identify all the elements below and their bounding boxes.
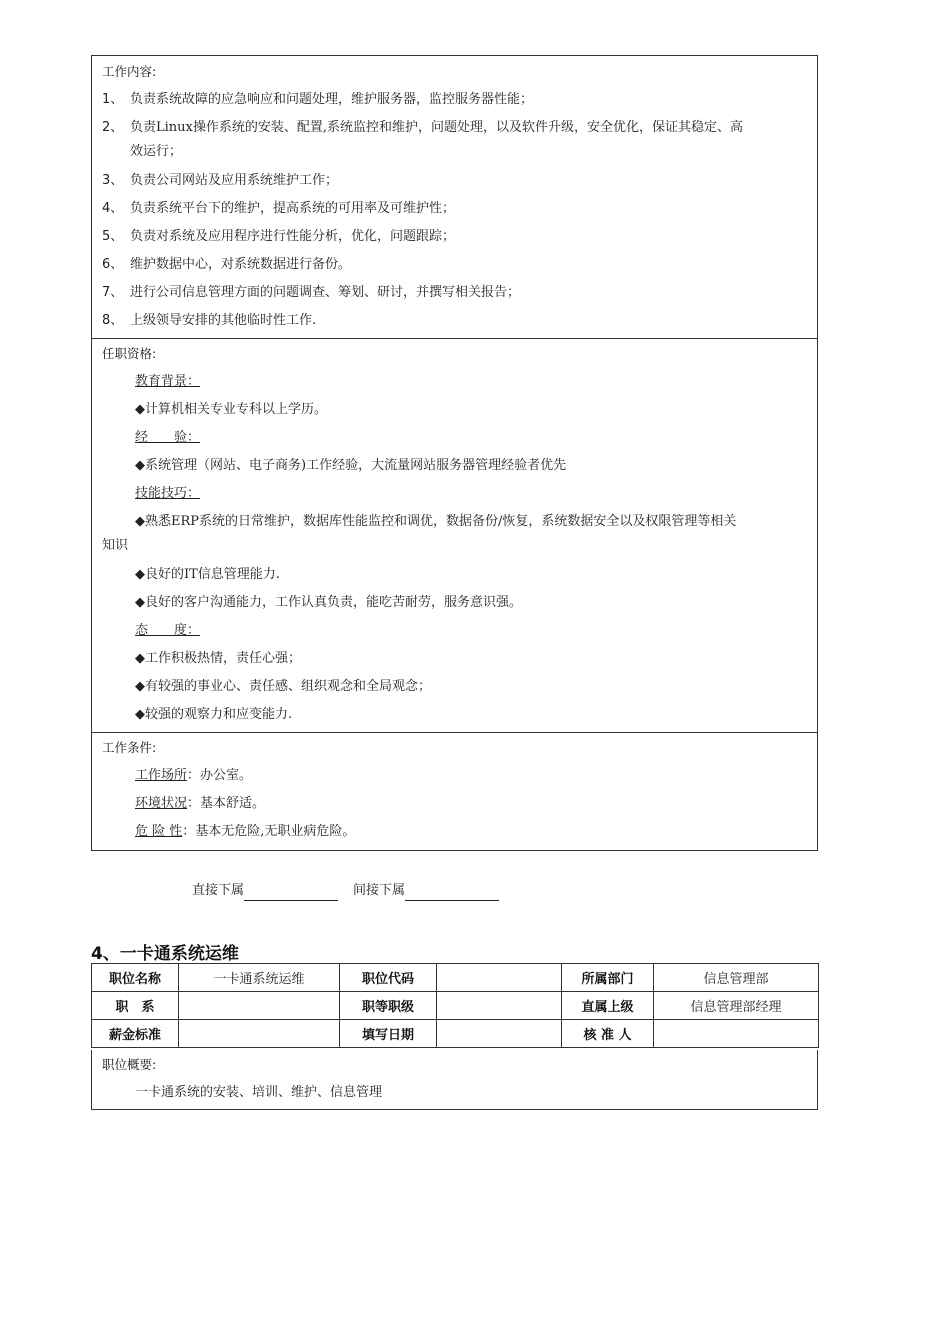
list-item-continuation: 效运行；: [130, 144, 183, 159]
section-heading: 4、一卡通系统运维: [91, 944, 239, 964]
position-info-table: [91, 963, 819, 1048]
attitude-item-row: [92, 649, 817, 669]
direct-subordinate-field[interactable]: [244, 886, 338, 901]
list-item: 4、 负责系统平台下的维护，提高系统的可用率及可维护性；: [102, 201, 456, 216]
qualifications-title: 任职资格:: [102, 346, 157, 361]
direct-subordinate-label: 直接下属: [192, 883, 245, 898]
fill-date-value: [437, 1020, 562, 1048]
job-family-label: 职 系: [92, 992, 179, 1020]
supervisor-label: 直属上级: [562, 992, 654, 1020]
position-code-label: 职位代码: [340, 964, 437, 992]
list-item: 2、 负责Linux操作系统的安装、配置,系统监控和维护，问题处理，以及软件升级，安全优化，保证其稳定、高: [102, 120, 744, 135]
list-item: 3、 负责公司网站及应用系统维护工作；: [102, 173, 339, 188]
attitude-item: ◆较强的观察力和应变能力.: [135, 707, 293, 722]
skills-item-continuation: 知识: [102, 538, 129, 553]
salary-value: [179, 1020, 340, 1048]
fill-date-label: 填写日期: [340, 1020, 437, 1048]
position-name-value: 一卡通系统运维: [179, 964, 340, 992]
education-label-row: [92, 372, 817, 392]
skills-item-row: [92, 565, 817, 585]
conditions-title: 工作条件:: [102, 740, 157, 755]
supervisor-value: 信息管理部经理: [654, 992, 819, 1020]
duties-section: [92, 56, 817, 338]
skills-label-row: [92, 484, 817, 504]
attitude-label: 态 度：: [135, 623, 201, 638]
position-code-value: [437, 964, 562, 992]
skills-label: 技能技巧：: [135, 486, 201, 501]
experience-label: 经 验：: [135, 430, 201, 445]
approver-label: 核 准 人: [562, 1020, 654, 1048]
environment-row: [92, 794, 817, 814]
risk-row: [92, 822, 817, 842]
place-value: ：办公室。: [187, 768, 253, 783]
skills-item: ◆良好的IT信息管理能力.: [135, 567, 280, 582]
environment-value: ：基本舒适。: [187, 796, 266, 811]
risk-label: 危 险 性: [135, 824, 183, 839]
skills-item: ◆良好的客户沟通能力，工作认真负责，能吃苦耐劳，服务意识强。: [135, 595, 522, 610]
department-label: 所属部门: [562, 964, 654, 992]
education-item-row: [92, 400, 817, 420]
environment-label: 环境状况: [135, 796, 188, 811]
table-row: [92, 992, 819, 1020]
salary-label: 薪金标准: [92, 1020, 179, 1048]
list-item: 7、 进行公司信息管理方面的问题调查、筹划、研讨，并撰写相关报告；: [102, 285, 521, 300]
summary-row: [92, 1083, 817, 1103]
risk-value: ：基本无危险,无职业病危险。: [182, 824, 356, 839]
place-row: [92, 766, 817, 786]
attitude-item-row: [92, 677, 817, 697]
education-item: ◆计算机相关专业专科以上学历。: [135, 402, 327, 417]
education-label: 教育背景：: [135, 374, 201, 389]
list-item: 1、 负责系统故障的应急响应和问题处理，维护服务器，监控服务器性能；: [102, 92, 534, 107]
conditions-section: [92, 732, 817, 850]
attitude-label-row: [92, 621, 817, 641]
skills-item-continuation-row: [92, 536, 817, 556]
subordinates-line: [0, 881, 950, 901]
skills-item: ◆熟悉ERP系统的日常维护，数据库性能监控和调优，数据备份/恢复，系统数据安全以及权限管理等相关: [135, 514, 737, 529]
grade-label: 职等职级: [340, 992, 437, 1020]
summary-text: 一卡通系统的安装、培训、维护、信息管理: [135, 1085, 383, 1100]
department-value: 信息管理部: [654, 964, 819, 992]
approver-value: [654, 1020, 819, 1048]
experience-label-row: [92, 428, 817, 448]
table-row: [92, 1020, 819, 1048]
skills-item-row: [92, 593, 817, 613]
grade-value: [437, 992, 562, 1020]
list-item: 5、 负责对系统及应用程序进行性能分析，优化，问题跟踪；: [102, 229, 456, 244]
table-row: [92, 964, 819, 992]
position-summary-box: [91, 1050, 818, 1110]
job-description-box: [91, 55, 818, 851]
indirect-subordinate-label: 间接下属: [353, 883, 406, 898]
summary-title: 职位概要:: [102, 1057, 157, 1072]
qualifications-section: [92, 338, 817, 732]
attitude-item-row: [92, 705, 817, 725]
place-label: 工作场所: [135, 768, 188, 783]
duties-title: 工作内容:: [102, 64, 157, 79]
attitude-item: ◆有较强的事业心、责任感、组织观念和全局观念；: [135, 679, 431, 694]
list-item: 6、 维护数据中心，对系统数据进行备份。: [102, 257, 352, 272]
indirect-subordinate-field[interactable]: [405, 886, 499, 901]
experience-item: ◆系统管理（网站、电子商务)工作经验，大流量网站服务器管理经验者优先: [135, 458, 567, 473]
skills-item-row: [92, 512, 817, 532]
list-item: 8、 上级领导安排的其他临时性工作.: [102, 313, 317, 328]
attitude-item: ◆工作积极热情，责任心强；: [135, 651, 301, 666]
position-name-label: 职位名称: [92, 964, 179, 992]
experience-item-row: [92, 456, 817, 476]
job-family-value: [179, 992, 340, 1020]
